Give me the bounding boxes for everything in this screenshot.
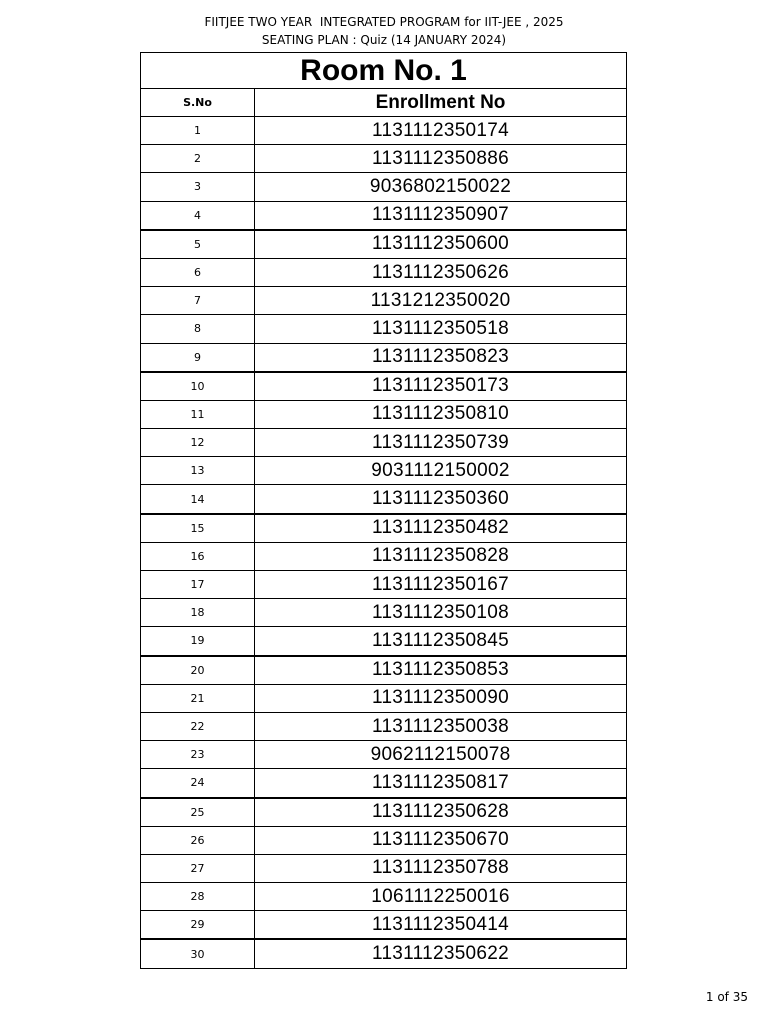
enrollment-number-cell: 1131112350600	[255, 230, 627, 259]
serial-number-cell: 3	[141, 173, 255, 201]
enrollment-number-cell: 9036802150022	[255, 173, 627, 201]
seating-plan-table	[140, 52, 627, 969]
table-row	[141, 712, 627, 740]
column-header-enrollment: Enrollment No	[255, 89, 627, 117]
table-row	[141, 826, 627, 854]
serial-number-cell: 15	[141, 514, 255, 543]
table-row	[141, 485, 627, 514]
enrollment-number-cell: 1131112350167	[255, 571, 627, 599]
enrollment-number-cell: 9062112150078	[255, 741, 627, 769]
serial-number-cell: 28	[141, 883, 255, 911]
serial-number-cell: 14	[141, 485, 255, 514]
serial-number-cell: 25	[141, 798, 255, 827]
enrollment-number-cell: 1131112350810	[255, 400, 627, 428]
room-title: Room No. 1	[141, 53, 627, 89]
table-row	[141, 372, 627, 401]
table-row	[141, 514, 627, 543]
serial-number-cell: 29	[141, 911, 255, 940]
table-header-row	[141, 89, 627, 117]
serial-number-cell: 27	[141, 854, 255, 882]
table-row	[141, 287, 627, 315]
serial-number-cell: 21	[141, 684, 255, 712]
enrollment-number-cell: 1131112350886	[255, 145, 627, 173]
table-row	[141, 798, 627, 827]
table-row	[141, 854, 627, 882]
table-row	[141, 343, 627, 372]
serial-number-cell: 8	[141, 315, 255, 343]
enrollment-number-cell: 1131112350823	[255, 343, 627, 372]
enrollment-number-cell: 1131112350518	[255, 315, 627, 343]
enrollment-number-cell: 1131112350670	[255, 826, 627, 854]
enrollment-number-cell: 1131112350828	[255, 542, 627, 570]
column-header-sno: S.No	[141, 89, 255, 117]
table-row	[141, 400, 627, 428]
table-row	[141, 145, 627, 173]
enrollment-number-cell: 1131112350788	[255, 854, 627, 882]
table-row	[141, 457, 627, 485]
enrollment-number-cell: 1131212350020	[255, 287, 627, 315]
serial-number-cell: 30	[141, 939, 255, 968]
serial-number-cell: 13	[141, 457, 255, 485]
enrollment-number-cell: 1131112350626	[255, 258, 627, 286]
enrollment-number-cell: 1131112350628	[255, 798, 627, 827]
page-number: 1 of 35	[705, 990, 748, 1004]
serial-number-cell: 26	[141, 826, 255, 854]
serial-number-cell: 4	[141, 201, 255, 230]
enrollment-number-cell: 9031112150002	[255, 457, 627, 485]
table-row	[141, 571, 627, 599]
enrollment-number-cell: 1131112350845	[255, 627, 627, 656]
table-row	[141, 542, 627, 570]
serial-number-cell: 19	[141, 627, 255, 656]
serial-number-cell: 24	[141, 769, 255, 798]
serial-number-cell: 9	[141, 343, 255, 372]
serial-number-cell: 22	[141, 712, 255, 740]
enrollment-number-cell: 1131112350174	[255, 117, 627, 145]
serial-number-cell: 12	[141, 429, 255, 457]
enrollment-number-cell: 1131112350817	[255, 769, 627, 798]
table-row	[141, 911, 627, 940]
enrollment-number-cell: 1131112350622	[255, 939, 627, 968]
serial-number-cell: 18	[141, 599, 255, 627]
table-row	[141, 258, 627, 286]
table-row	[141, 599, 627, 627]
enrollment-number-cell: 1061112250016	[255, 883, 627, 911]
enrollment-number-cell: 1131112350482	[255, 514, 627, 543]
enrollment-number-cell: 1131112350907	[255, 201, 627, 230]
table-row	[141, 201, 627, 230]
table-row	[141, 883, 627, 911]
table-row	[141, 627, 627, 656]
table-row	[141, 656, 627, 685]
enrollment-number-cell: 1131112350414	[255, 911, 627, 940]
serial-number-cell: 5	[141, 230, 255, 259]
table-row	[141, 684, 627, 712]
table-row	[141, 230, 627, 259]
serial-number-cell: 20	[141, 656, 255, 685]
table-row	[141, 939, 627, 968]
table-row	[141, 741, 627, 769]
document-title: FIITJEE TWO YEAR INTEGRATED PROGRAM for IIT-JEE , 2025	[204, 15, 564, 29]
serial-number-cell: 6	[141, 258, 255, 286]
serial-number-cell: 7	[141, 287, 255, 315]
table-row	[141, 315, 627, 343]
serial-number-cell: 11	[141, 400, 255, 428]
enrollment-number-cell: 1131112350038	[255, 712, 627, 740]
table-row	[141, 769, 627, 798]
document-subtitle: SEATING PLAN : Quiz (14 JANUARY 2024)	[261, 33, 507, 47]
table-row	[141, 117, 627, 145]
serial-number-cell: 2	[141, 145, 255, 173]
table-body	[141, 117, 627, 969]
enrollment-number-cell: 1131112350090	[255, 684, 627, 712]
enrollment-number-cell: 1131112350108	[255, 599, 627, 627]
enrollment-number-cell: 1131112350173	[255, 372, 627, 401]
enrollment-number-cell: 1131112350739	[255, 429, 627, 457]
serial-number-cell: 16	[141, 542, 255, 570]
serial-number-cell: 23	[141, 741, 255, 769]
serial-number-cell: 10	[141, 372, 255, 401]
serial-number-cell: 17	[141, 571, 255, 599]
enrollment-number-cell: 1131112350360	[255, 485, 627, 514]
table-row	[141, 429, 627, 457]
table-row	[141, 173, 627, 201]
serial-number-cell: 1	[141, 117, 255, 145]
enrollment-number-cell: 1131112350853	[255, 656, 627, 685]
